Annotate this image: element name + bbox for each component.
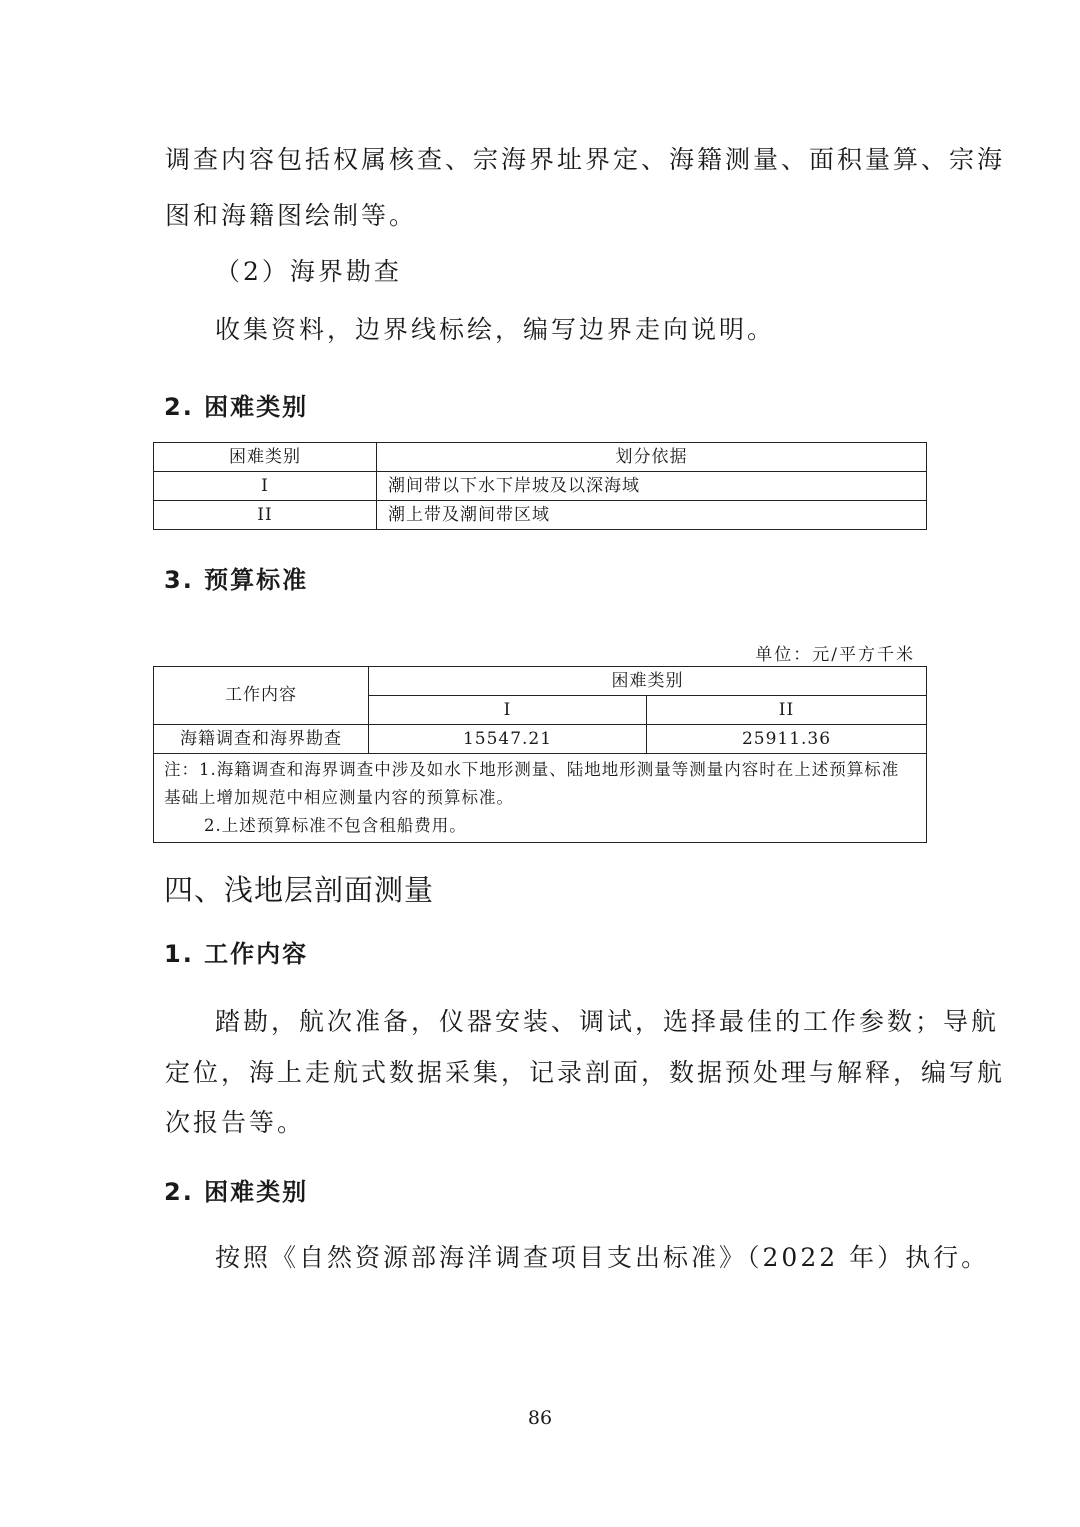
table-header-cell: 工作内容 <box>154 667 369 725</box>
table-note <box>154 754 927 843</box>
table-cell: II <box>154 501 377 530</box>
paragraph-line: 按照《自然资源部海洋调查项目支出标准》（2022 年）执行。 <box>215 1243 990 1272</box>
table-header-cell: II <box>647 696 927 725</box>
chapter-heading: 四、浅地层剖面测量 <box>164 873 435 907</box>
table-header-cell: 划分依据 <box>377 443 927 472</box>
table-header-cell: 困难类别 <box>154 443 377 472</box>
table-cell: I <box>154 472 377 501</box>
paragraph-line: 调查内容包括权属核查、宗海界址界定、海籍测量、面积量算、宗海 <box>165 145 1006 174</box>
table-cell: 15547.21 <box>369 725 647 754</box>
section-heading: 2. 困难类别 <box>164 393 309 421</box>
paragraph-line: 次报告等。 <box>165 1108 306 1137</box>
paragraph-line: 踏勘，航次准备，仪器安装、调试，选择最佳的工作参数；导航 <box>215 1007 1000 1036</box>
table-cell: 25911.36 <box>647 725 927 754</box>
note-line: 2.上述预算标准不包含租船费用。 <box>204 816 467 835</box>
paragraph-line: 图和海籍图绘制等。 <box>165 201 418 230</box>
section-heading: 2. 困难类别 <box>164 1178 309 1206</box>
section-heading: 1. 工作内容 <box>164 940 309 968</box>
subsection-title: （2）海界勘查 <box>215 257 402 286</box>
table-header-cell: 困难类别 <box>369 667 927 696</box>
budget-table <box>153 666 927 843</box>
note-line: 注：1.海籍调查和海界调查中涉及如水下地形测量、陆地地形测量等测量内容时在上述预算标准基础上增加规范中相应测量内容的预算标准。 <box>164 760 900 807</box>
section-heading: 3. 预算标准 <box>164 566 309 594</box>
table-header-cell: I <box>369 696 647 725</box>
table-cell: 海籍调查和海界勘查 <box>154 725 369 754</box>
table-cell: 潮间带以下水下岸坡及以深海域 <box>377 472 927 501</box>
unit-label: 单位：元/平方千米 <box>755 645 915 665</box>
paragraph-line: 定位，海上走航式数据采集，记录剖面，数据预处理与解释，编写航 <box>165 1058 1006 1087</box>
paragraph-line: 收集资料，边界线标绘，编写边界走向说明。 <box>215 315 776 344</box>
page-number: 86 <box>527 1407 553 1429</box>
difficulty-table <box>153 442 927 530</box>
table-cell: 潮上带及潮间带区域 <box>377 501 927 530</box>
